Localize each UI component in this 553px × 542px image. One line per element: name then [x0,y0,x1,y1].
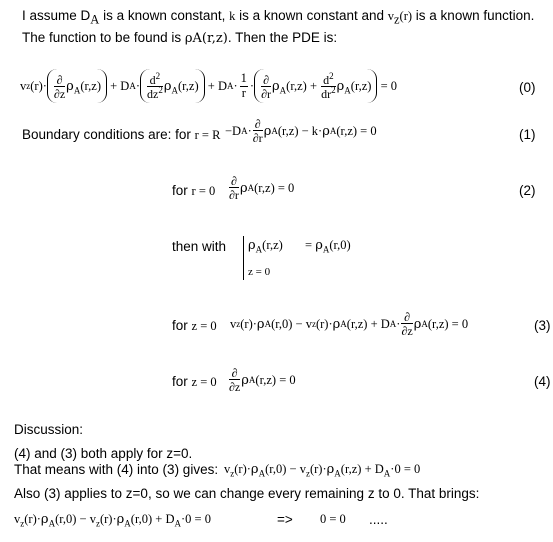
eq0-number: (0) [519,80,536,95]
eval-bar [243,236,244,280]
intro2-expr: ρA(r,z) [184,31,228,46]
intro-vz-sub: z [393,12,400,27]
final-arrow: => [277,512,293,527]
bc-label-text: Boundary conditions are: for [22,127,191,142]
discussion-line-2 [14,462,218,477]
final-dots: ..... [369,512,388,527]
intro-line-1 [22,8,535,27]
pde-equation: v z (r)· ∂ ∂z $\rho_A(r,z)$ + D A · $\frac{d^2}{dz^2}$ $\rho_A(r,z)$ + D A · $\frac{1}{r}$ · ∂ ∂r $\rho_A(r,z)$ + $\frac{d^2}{dr^2}$ $\rho_A(r,z)$ = 0 [20,66,397,106]
intro-text-c: is a known constant and [235,8,388,23]
intro2-text-a: The function to be found is [22,30,185,45]
bc3-equation: v z (r)· ρ A (r,0) − v z (r)· ρ A (r,z) + D A · ∂ ∂z ρ A (r,z) = 0 [230,310,469,338]
discussion-title: Discussion: [14,422,84,437]
eval-sub: z = 0 [248,266,271,278]
bc1-condition: r = R [194,128,221,142]
intro-text-d: is a known function. [412,8,535,23]
eq4-number: (4) [534,374,551,389]
bc1-equation: −D A · ∂ ∂r ρ A (r,z) − k· ρ A (r,z) = 0 [225,117,377,145]
bc3-condition: z = 0 [191,319,217,333]
bc-label [22,127,220,143]
discussion-line-2-equation: $v_z(r)\cdot\rho_A(r,0) - v_z(r)\cdot\rho_A(r,z) + D_A\cdot 0 = 0$ [224,462,421,479]
discussion-line-3: Also (3) applies to z=0, so we can change every remaining z to 0. That brings: [14,486,480,501]
intro-vz-arg: (r) [399,9,413,23]
eval-rhs: = $\rho_A(r,0)$ [305,238,351,255]
intro-k: k [229,9,236,23]
bc3-for: for [172,318,188,333]
intro-vz: v [387,9,394,23]
final-result: 0 = 0 [320,512,346,526]
eq3-number: (3) [534,318,551,333]
intro-line-2 [22,30,337,46]
bc3-label [172,318,217,334]
bc2-equation: ∂ ∂r ρ A (r,z) = 0 [229,174,295,202]
intro-text-b: is a known constant, [99,8,230,23]
eval-lhs: $\rho_A(r,z)$ [248,238,283,255]
intro2-text-b: . Then the PDE is: [227,30,338,45]
then-with-label: then with [172,239,227,254]
bc2-for: for [172,183,188,198]
bc4-condition: z = 0 [191,375,217,389]
discussion-line-2-text: That means with (4) into (3) gives: [14,462,219,477]
bc4-label [172,374,217,390]
bc4-equation: ∂ ∂z ρ A (r,z) = 0 [229,366,296,394]
bc2-condition: r = 0 [191,184,216,198]
intro-sub-a: A [90,12,100,27]
final-equation: $v_z(r)\cdot\rho_A(r,0) - v_z(r)\cdot\rho_A(r,0) + D_A\cdot 0 = 0$ [14,512,211,529]
bc2-label [172,183,215,199]
eq1-number: (1) [519,127,536,142]
eq2-number: (2) [519,183,536,198]
bc4-for: for [172,374,188,389]
intro-text-a: I assume D [22,8,91,23]
discussion-line-1: (4) and (3) both apply for z=0. [14,446,193,461]
